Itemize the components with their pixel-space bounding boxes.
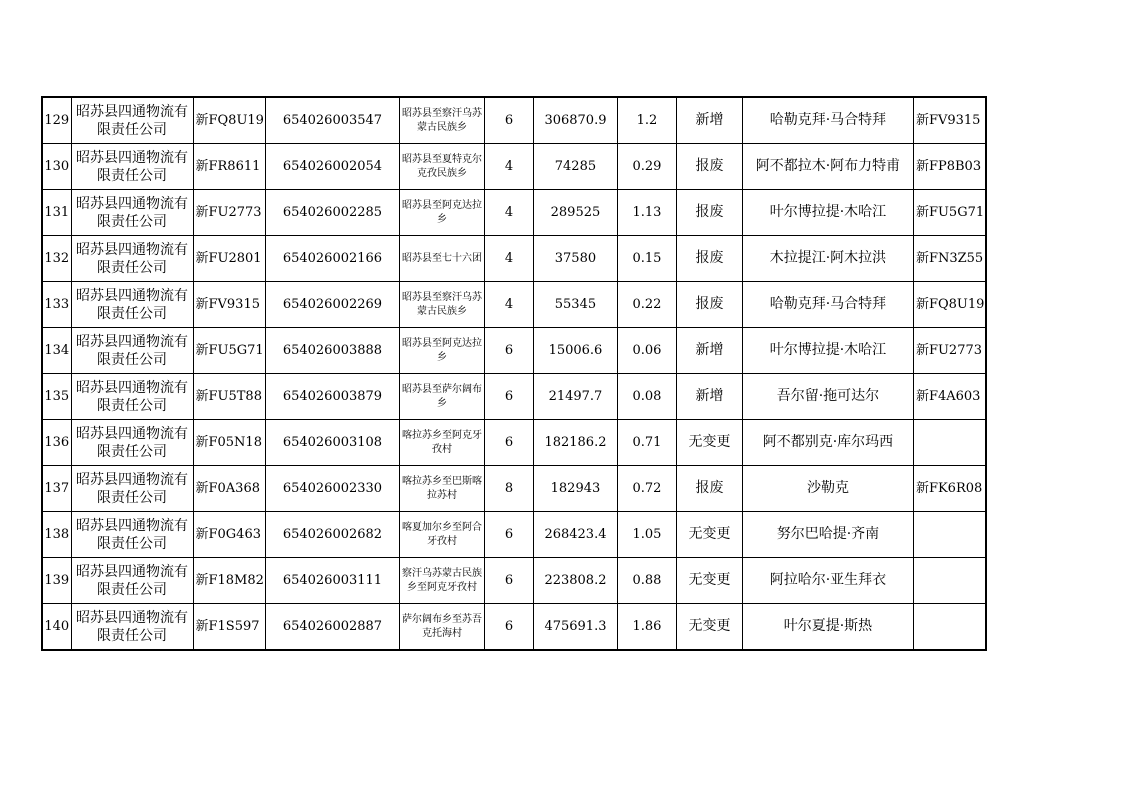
route-cell: 喀拉苏乡至巴斯喀拉苏村 xyxy=(399,466,484,512)
permit-number-cell: 654026002682 xyxy=(265,512,399,558)
permit-number-cell: 654026002054 xyxy=(265,144,399,190)
route-cell: 昭苏县至萨尔阔布乡 xyxy=(399,374,484,420)
route-cell: 昭苏县至夏特克尔克孜民族乡 xyxy=(399,144,484,190)
company-cell: 昭苏县四通物流有限责任公司 xyxy=(71,420,193,466)
row-number-cell: 130 xyxy=(42,144,71,190)
amount-cell: 15006.6 xyxy=(533,328,617,374)
data-table xyxy=(41,96,987,651)
seats-cell: 4 xyxy=(484,144,533,190)
company-cell: 昭苏县四通物流有限责任公司 xyxy=(71,328,193,374)
ratio-cell: 0.08 xyxy=(617,374,676,420)
related-plate-cell xyxy=(913,512,986,558)
seats-cell: 6 xyxy=(484,512,533,558)
table-row xyxy=(42,604,986,651)
owner-cell: 叶尔夏提·斯热 xyxy=(742,604,913,651)
owner-cell: 沙勒克 xyxy=(742,466,913,512)
amount-cell: 306870.9 xyxy=(533,97,617,144)
company-cell: 昭苏县四通物流有限责任公司 xyxy=(71,97,193,144)
row-number-cell: 131 xyxy=(42,190,71,236)
route-cell: 昭苏县至阿克达拉乡 xyxy=(399,190,484,236)
related-plate-cell xyxy=(913,420,986,466)
ratio-cell: 0.29 xyxy=(617,144,676,190)
plate-cell: 新FU2773 xyxy=(193,190,265,236)
related-plate-cell: 新F4A603 xyxy=(913,374,986,420)
related-plate-cell: 新FP8B03 xyxy=(913,144,986,190)
status-cell: 新增 xyxy=(676,374,742,420)
related-plate-cell: 新FV9315 xyxy=(913,97,986,144)
ratio-cell: 1.05 xyxy=(617,512,676,558)
permit-number-cell: 654026002330 xyxy=(265,466,399,512)
company-cell: 昭苏县四通物流有限责任公司 xyxy=(71,604,193,651)
row-number-cell: 138 xyxy=(42,512,71,558)
table-row xyxy=(42,190,986,236)
status-cell: 报废 xyxy=(676,144,742,190)
route-cell: 昭苏县至察汗乌苏蒙古民族乡 xyxy=(399,97,484,144)
related-plate-cell: 新FU5G71 xyxy=(913,190,986,236)
related-plate-cell xyxy=(913,604,986,651)
ratio-cell: 0.06 xyxy=(617,328,676,374)
table-body xyxy=(42,97,986,650)
status-cell: 报废 xyxy=(676,190,742,236)
owner-cell: 阿拉哈尔·亚生拜衣 xyxy=(742,558,913,604)
row-number-cell: 134 xyxy=(42,328,71,374)
status-cell: 无变更 xyxy=(676,604,742,651)
seats-cell: 4 xyxy=(484,282,533,328)
seats-cell: 6 xyxy=(484,374,533,420)
plate-cell: 新FV9315 xyxy=(193,282,265,328)
related-plate-cell: 新FQ8U19 xyxy=(913,282,986,328)
owner-cell: 阿不都拉木·阿布力特甫 xyxy=(742,144,913,190)
table-row xyxy=(42,97,986,144)
row-number-cell: 137 xyxy=(42,466,71,512)
seats-cell: 4 xyxy=(484,190,533,236)
amount-cell: 475691.3 xyxy=(533,604,617,651)
permit-number-cell: 654026003888 xyxy=(265,328,399,374)
row-number-cell: 132 xyxy=(42,236,71,282)
ratio-cell: 0.72 xyxy=(617,466,676,512)
amount-cell: 182186.2 xyxy=(533,420,617,466)
permit-number-cell: 654026002285 xyxy=(265,190,399,236)
row-number-cell: 139 xyxy=(42,558,71,604)
route-cell: 察汗乌苏蒙古民族乡至阿克牙孜村 xyxy=(399,558,484,604)
company-cell: 昭苏县四通物流有限责任公司 xyxy=(71,558,193,604)
row-number-cell: 136 xyxy=(42,420,71,466)
amount-cell: 37580 xyxy=(533,236,617,282)
table-row xyxy=(42,512,986,558)
company-cell: 昭苏县四通物流有限责任公司 xyxy=(71,236,193,282)
seats-cell: 6 xyxy=(484,97,533,144)
company-cell: 昭苏县四通物流有限责任公司 xyxy=(71,374,193,420)
status-cell: 无变更 xyxy=(676,558,742,604)
amount-cell: 289525 xyxy=(533,190,617,236)
row-number-cell: 133 xyxy=(42,282,71,328)
seats-cell: 6 xyxy=(484,420,533,466)
row-number-cell: 135 xyxy=(42,374,71,420)
owner-cell: 哈勒克拜·马合特拜 xyxy=(742,97,913,144)
plate-cell: 新F1S597 xyxy=(193,604,265,651)
permit-number-cell: 654026003108 xyxy=(265,420,399,466)
seats-cell: 6 xyxy=(484,604,533,651)
company-cell: 昭苏县四通物流有限责任公司 xyxy=(71,466,193,512)
plate-cell: 新FU5G71 xyxy=(193,328,265,374)
status-cell: 报废 xyxy=(676,236,742,282)
owner-cell: 努尔巴哈提·齐南 xyxy=(742,512,913,558)
permit-number-cell: 654026002887 xyxy=(265,604,399,651)
route-cell: 昭苏县至七十六团 xyxy=(399,236,484,282)
ratio-cell: 0.22 xyxy=(617,282,676,328)
plate-cell: 新F18M82 xyxy=(193,558,265,604)
plate-cell: 新F0A368 xyxy=(193,466,265,512)
amount-cell: 21497.7 xyxy=(533,374,617,420)
route-cell: 喀拉苏乡至阿克牙孜村 xyxy=(399,420,484,466)
table-row xyxy=(42,374,986,420)
plate-cell: 新FU2801 xyxy=(193,236,265,282)
related-plate-cell: 新FK6R08 xyxy=(913,466,986,512)
owner-cell: 吾尔留·拖可达尔 xyxy=(742,374,913,420)
permit-number-cell: 654026003111 xyxy=(265,558,399,604)
ratio-cell: 1.2 xyxy=(617,97,676,144)
route-cell: 昭苏县至察汗乌苏蒙古民族乡 xyxy=(399,282,484,328)
seats-cell: 6 xyxy=(484,328,533,374)
status-cell: 报废 xyxy=(676,466,742,512)
table-row xyxy=(42,466,986,512)
route-cell: 昭苏县至阿克达拉乡 xyxy=(399,328,484,374)
plate-cell: 新FU5T88 xyxy=(193,374,265,420)
plate-cell: 新FQ8U19 xyxy=(193,97,265,144)
seats-cell: 6 xyxy=(484,558,533,604)
related-plate-cell xyxy=(913,558,986,604)
company-cell: 昭苏县四通物流有限责任公司 xyxy=(71,190,193,236)
row-number-cell: 140 xyxy=(42,604,71,651)
ratio-cell: 1.13 xyxy=(617,190,676,236)
owner-cell: 哈勒克拜·马合特拜 xyxy=(742,282,913,328)
plate-cell: 新F0G463 xyxy=(193,512,265,558)
permit-number-cell: 654026003879 xyxy=(265,374,399,420)
plate-cell: 新F05N18 xyxy=(193,420,265,466)
amount-cell: 182943 xyxy=(533,466,617,512)
related-plate-cell: 新FN3Z55 xyxy=(913,236,986,282)
ratio-cell: 1.86 xyxy=(617,604,676,651)
amount-cell: 223808.2 xyxy=(533,558,617,604)
plate-cell: 新FR8611 xyxy=(193,144,265,190)
seats-cell: 8 xyxy=(484,466,533,512)
table-row xyxy=(42,558,986,604)
amount-cell: 268423.4 xyxy=(533,512,617,558)
table-row xyxy=(42,144,986,190)
owner-cell: 叶尔博拉提·木哈江 xyxy=(742,328,913,374)
table-row xyxy=(42,236,986,282)
table-row xyxy=(42,328,986,374)
seats-cell: 4 xyxy=(484,236,533,282)
related-plate-cell: 新FU2773 xyxy=(913,328,986,374)
row-number-cell: 129 xyxy=(42,97,71,144)
owner-cell: 木拉提江·阿木拉洪 xyxy=(742,236,913,282)
amount-cell: 74285 xyxy=(533,144,617,190)
ratio-cell: 0.15 xyxy=(617,236,676,282)
ratio-cell: 0.88 xyxy=(617,558,676,604)
permit-number-cell: 654026002269 xyxy=(265,282,399,328)
route-cell: 萨尔阔布乡至苏吾克托海村 xyxy=(399,604,484,651)
route-cell: 喀夏加尔乡至阿合牙孜村 xyxy=(399,512,484,558)
owner-cell: 阿不都别克·库尔玛西 xyxy=(742,420,913,466)
status-cell: 无变更 xyxy=(676,420,742,466)
status-cell: 报废 xyxy=(676,282,742,328)
owner-cell: 叶尔博拉提·木哈江 xyxy=(742,190,913,236)
status-cell: 无变更 xyxy=(676,512,742,558)
table-row xyxy=(42,420,986,466)
company-cell: 昭苏县四通物流有限责任公司 xyxy=(71,282,193,328)
company-cell: 昭苏县四通物流有限责任公司 xyxy=(71,144,193,190)
table-row xyxy=(42,282,986,328)
status-cell: 新增 xyxy=(676,328,742,374)
status-cell: 新增 xyxy=(676,97,742,144)
company-cell: 昭苏县四通物流有限责任公司 xyxy=(71,512,193,558)
permit-number-cell: 654026002166 xyxy=(265,236,399,282)
permit-number-cell: 654026003547 xyxy=(265,97,399,144)
ratio-cell: 0.71 xyxy=(617,420,676,466)
amount-cell: 55345 xyxy=(533,282,617,328)
